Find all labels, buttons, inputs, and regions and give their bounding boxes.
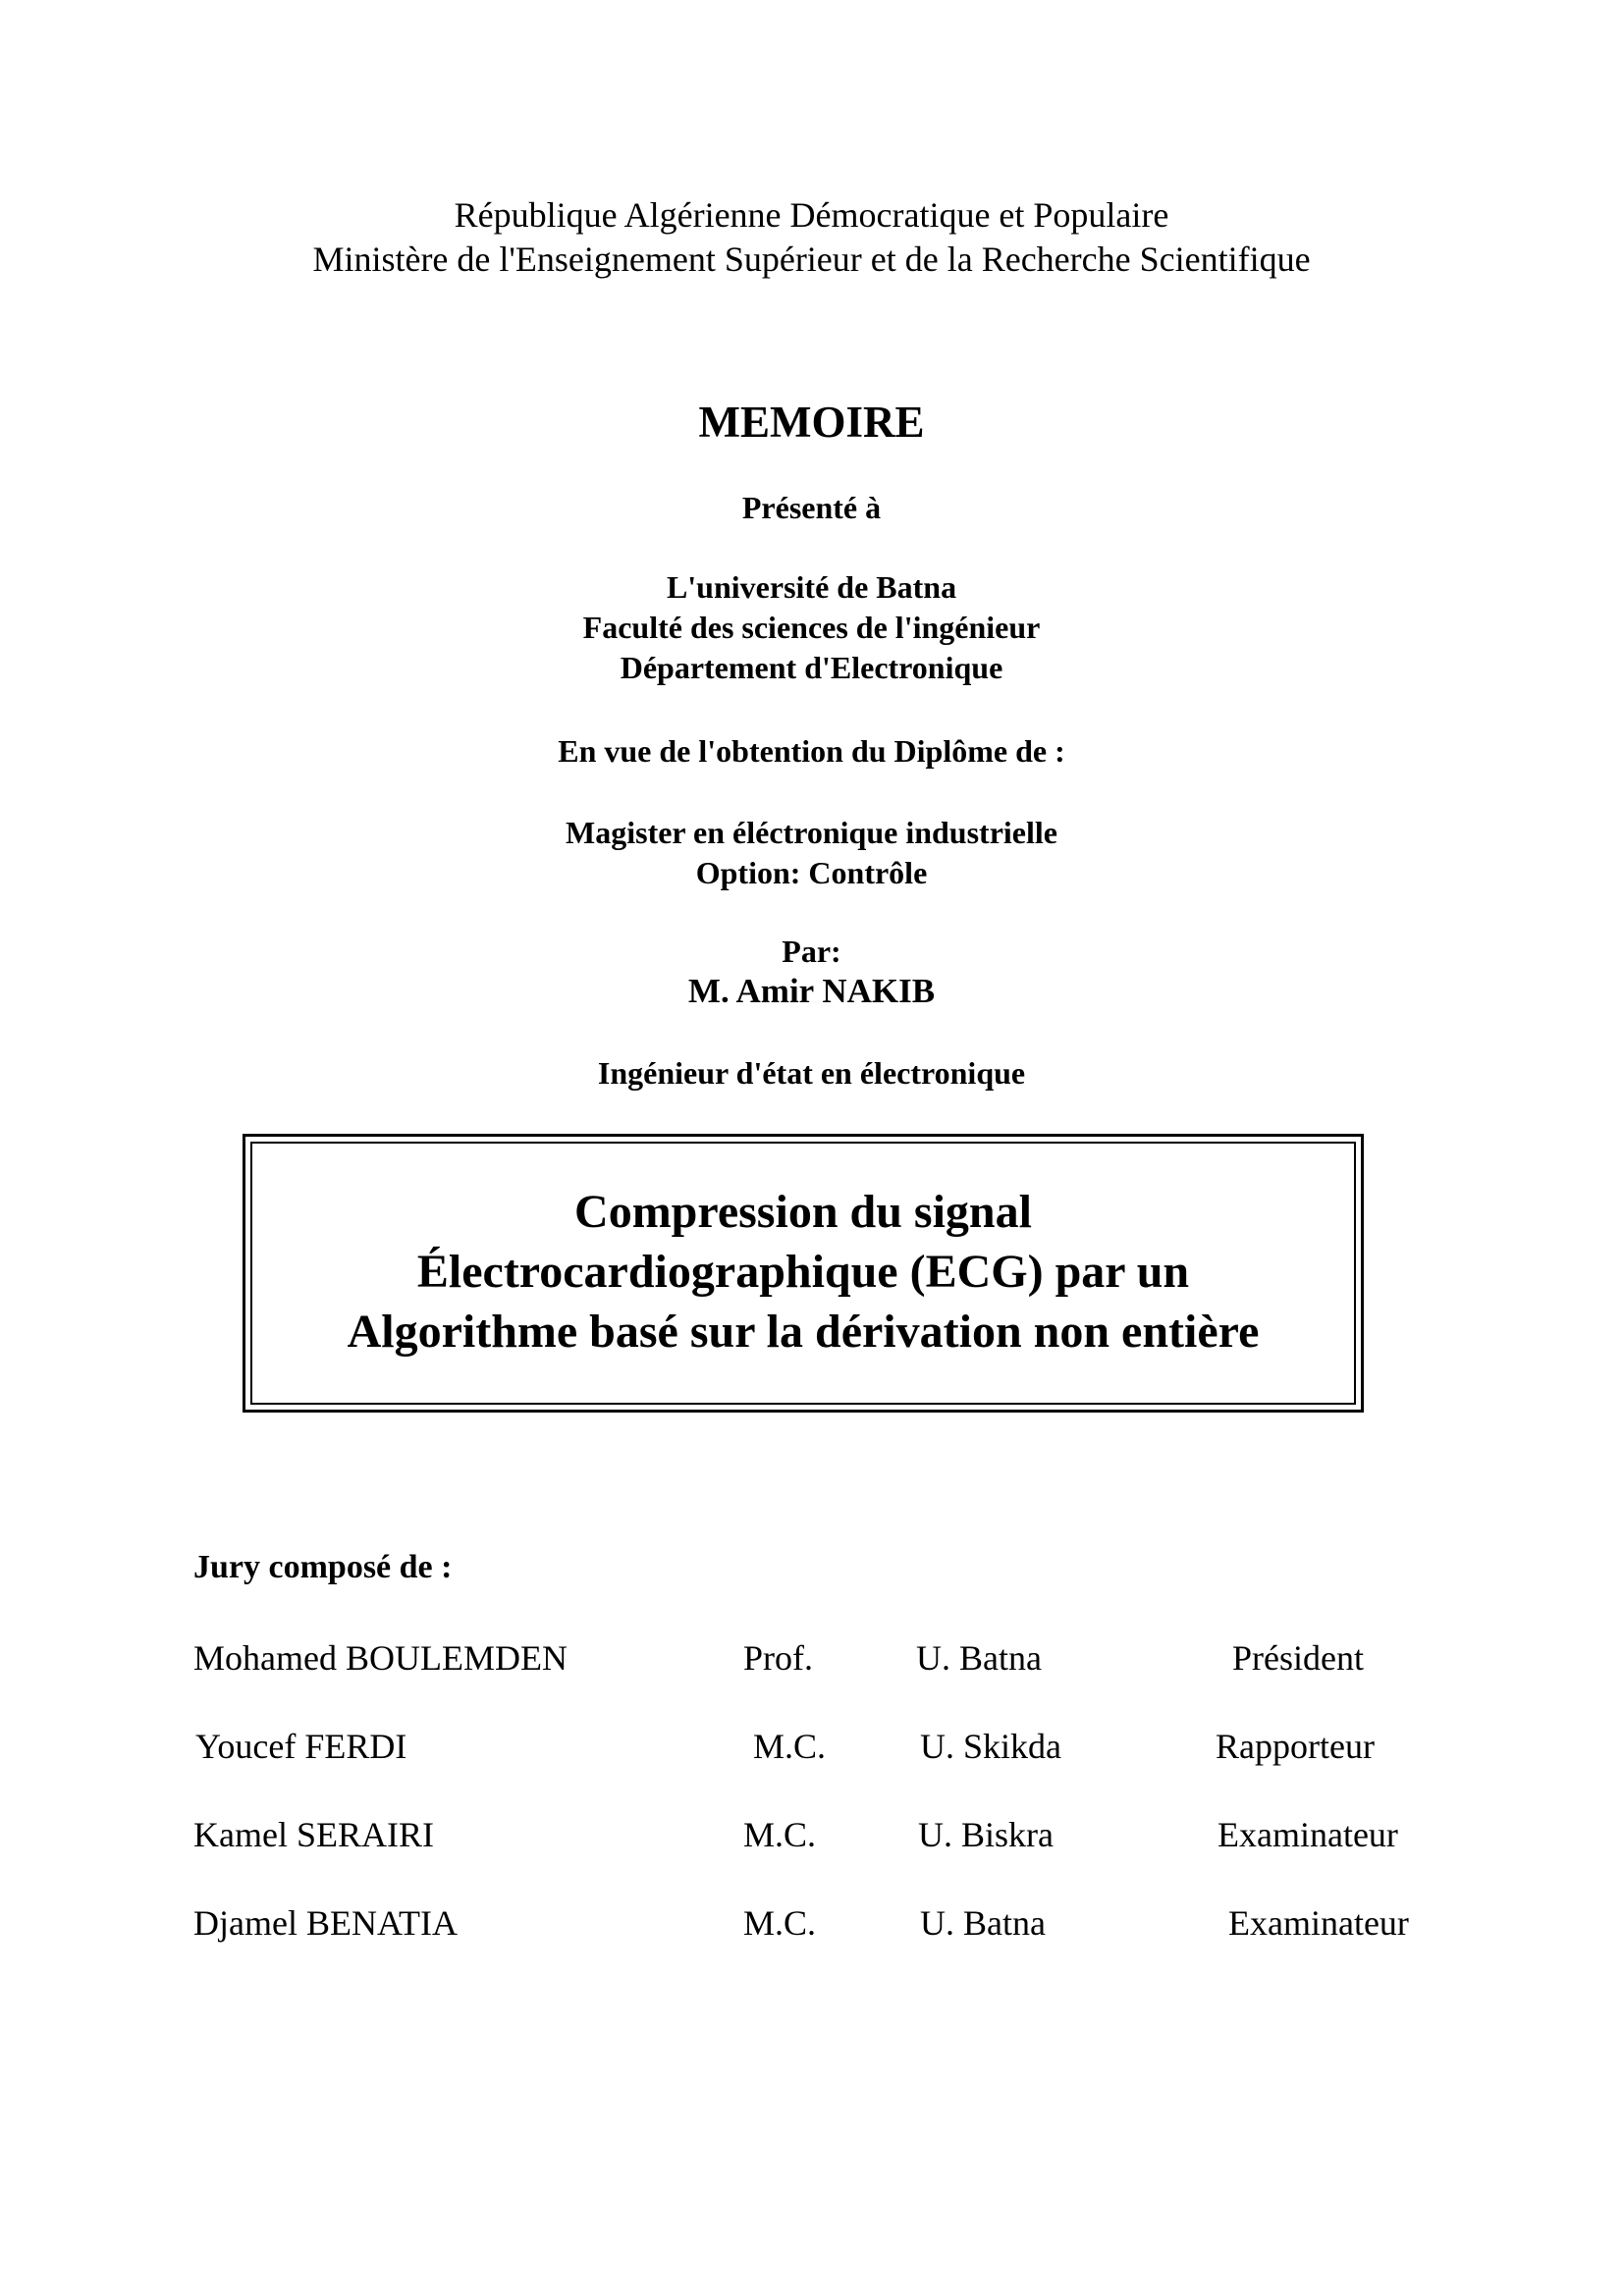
thesis-title-line-3: Algorithme basé sur la dérivation non entière bbox=[347, 1306, 1260, 1358]
jury-member-grade: M.C. bbox=[743, 1903, 817, 1943]
jury-heading: Jury composé de : bbox=[193, 1549, 453, 1585]
department-name: Département d'Electronique bbox=[620, 650, 1003, 685]
diploma-name: Magister en éléctronique industrielle bbox=[566, 815, 1057, 850]
jury-member-institution: U. Biskra bbox=[918, 1815, 1054, 1854]
jury-member-name: Mohamed BOULEMDEN bbox=[193, 1638, 568, 1678]
presented-to-label: Présenté à bbox=[741, 490, 882, 525]
jury-member-role: Examinateur bbox=[1228, 1903, 1409, 1943]
ministry-name: Ministère de l'Enseignement Supérieur et de la Recherche Scientifique bbox=[312, 240, 1311, 279]
jury-member-name: Kamel SERAIRI bbox=[193, 1815, 434, 1854]
jury-member-grade: Prof. bbox=[743, 1638, 813, 1678]
diploma-intro: En vue de l'obtention du Diplôme de : bbox=[558, 733, 1065, 769]
thesis-title-box bbox=[243, 1134, 1364, 1413]
thesis-title-inner-border bbox=[250, 1142, 1356, 1405]
jury-member-institution: U. Batna bbox=[916, 1638, 1042, 1678]
jury-member-role: Examinateur bbox=[1217, 1815, 1398, 1854]
jury-member-grade: M.C. bbox=[743, 1815, 817, 1854]
jury-member-institution: U. Skikda bbox=[920, 1727, 1061, 1766]
author-title: Ingénieur d'état en électronique bbox=[597, 1055, 1026, 1091]
jury-member-name: Djamel BENATIA bbox=[193, 1903, 458, 1943]
jury-member-institution: U. Batna bbox=[920, 1903, 1046, 1943]
jury-member-grade: M.C. bbox=[753, 1727, 827, 1766]
by-label: Par: bbox=[782, 934, 841, 969]
jury-member-name: Youcef FERDI bbox=[195, 1727, 407, 1766]
document-type-title: MEMOIRE bbox=[698, 398, 925, 447]
jury-member-role: Président bbox=[1232, 1638, 1364, 1678]
diploma-option: Option: Contrôle bbox=[695, 855, 928, 890]
jury-member-role: Rapporteur bbox=[1216, 1727, 1375, 1766]
country-name: République Algérienne Démocratique et Populaire bbox=[454, 195, 1169, 235]
author-name: M. Amir NAKIB bbox=[687, 972, 936, 1010]
thesis-title-line-1: Compression du signal bbox=[574, 1186, 1032, 1238]
faculty-name: Faculté des sciences de l'ingénieur bbox=[582, 610, 1041, 645]
university-name: L'université de Batna bbox=[666, 569, 957, 605]
thesis-title-line-2: Électrocardiographique (ECG) par un bbox=[416, 1246, 1190, 1298]
